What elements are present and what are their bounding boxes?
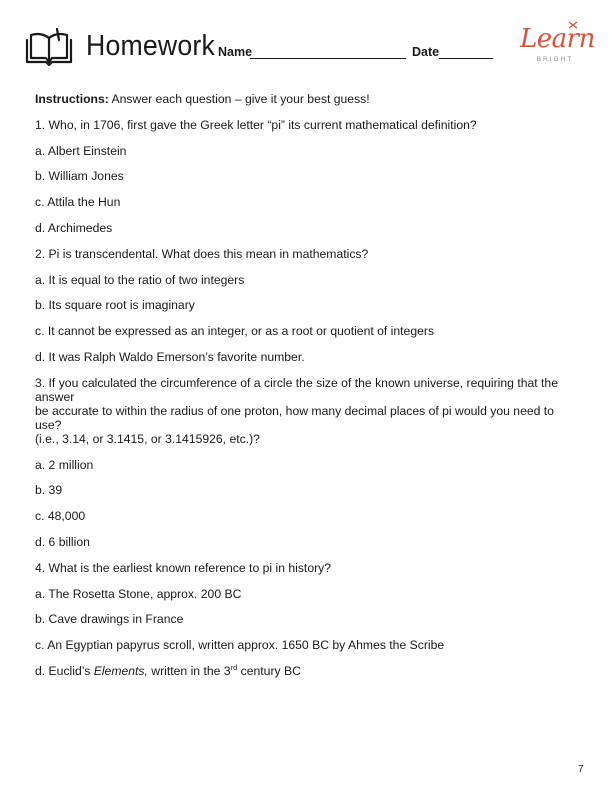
question-1-option-d: d. Archimedes — [35, 220, 113, 235]
instructions-text: Answer each question – give it your best guess! — [108, 92, 370, 106]
learn-bright-logo — [520, 24, 595, 72]
question-1-prompt: 1. Who, in 1706, first gave the Greek letter “pi” its current mathematical definition? — [35, 117, 477, 132]
date-field-line[interactable] — [439, 58, 493, 59]
instructions — [35, 92, 580, 106]
logo-word: Learn — [520, 24, 595, 54]
option-d-middle: written in the 3 — [147, 663, 231, 678]
page-header — [0, 0, 612, 80]
question-4-option-b: b. Cave drawings in France — [35, 612, 184, 627]
worksheet-body — [35, 92, 580, 690]
question-3-prompt-line-2: be accurate to within the radius of one proton, how many decimal places of pi would you need to use? — [35, 403, 554, 432]
name-label: Name — [218, 45, 253, 59]
name-field-line[interactable] — [250, 58, 406, 59]
question-4-option-d — [35, 664, 580, 678]
date-label: Date — [412, 45, 440, 59]
option-d-prefix: d. Euclid’s — [35, 663, 94, 678]
question-2-option-d: d. It was Ralph Waldo Emerson’s favorite number. — [35, 349, 305, 364]
option-d-superscript: rd — [230, 662, 238, 672]
question-3-option-a: a. 2 million — [35, 457, 94, 472]
question-4-prompt: 4. What is the earliest known reference to pi in history? — [35, 560, 332, 575]
question-3-option-b: b. 39 — [35, 483, 63, 498]
question-3-prompt-line-1: 3. If you calculated the circumference of a circle the size of the known universe, requiring that the answer — [35, 375, 558, 404]
question-4-option-a: a. The Rosetta Stone, approx. 200 BC — [35, 586, 242, 601]
question-3-prompt — [35, 376, 580, 446]
question-3-option-d: d. 6 billion — [35, 534, 90, 549]
question-4-option-c: c. An Egyptian papyrus scroll, written approx. 1650 BC by Ahmes the Scribe — [35, 638, 445, 653]
question-2-option-a: a. It is equal to the ratio of two integers — [35, 272, 245, 287]
question-1-option-a: a. Albert Einstein — [35, 143, 127, 158]
logo-subtitle: BRIGHT — [536, 56, 574, 63]
question-3-prompt-line-3: (i.e., 3.14, or 3.1415, or 3.1415926, etc.)? — [35, 431, 260, 446]
page-number: 7 — [578, 764, 584, 775]
homework-title: Homework — [86, 30, 215, 62]
option-d-suffix: century BC — [237, 663, 301, 678]
question-1-option-c: c. Attila the Hun — [35, 195, 121, 210]
open-book-icon — [24, 26, 74, 68]
instructions-label: Instructions: — [35, 92, 109, 106]
question-1-option-b: b. William Jones — [35, 169, 124, 184]
question-2-prompt: 2. Pi is transcendental. What does this mean in mathematics? — [35, 246, 369, 261]
question-2-option-c: c. It cannot be expressed as an integer, or as a root or quotient of integers — [35, 324, 435, 339]
question-3-option-c: c. 48,000 — [35, 509, 86, 524]
question-2-option-b: b. Its square root is imaginary — [35, 298, 195, 313]
option-d-italic-title: Elements, — [93, 663, 148, 678]
